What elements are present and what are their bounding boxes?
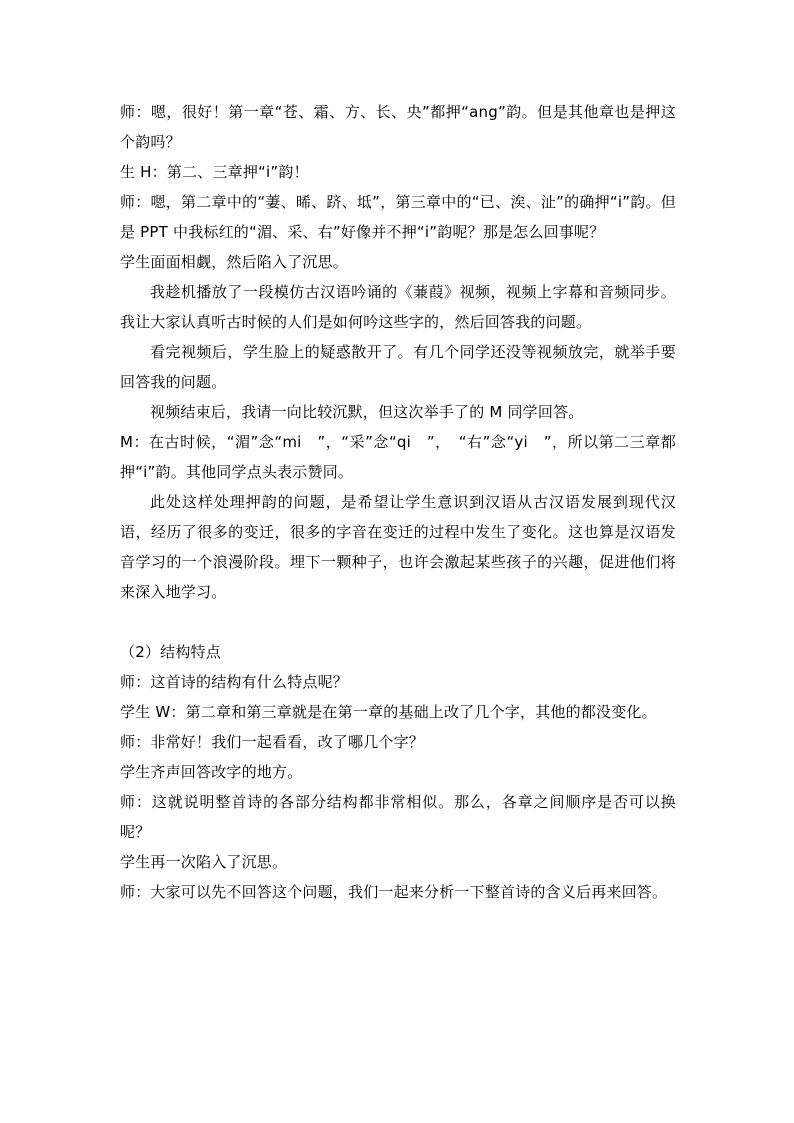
paragraph: 师：嗯，第二章中的“萋、晞、跻、坻”，第三章中的“已、涘、沚”的确押“i”韵。但是 PPT 中我标红的“湄、采、右”好像并不押“i”韵呢？那是怎么回事呢？ bbox=[120, 193, 676, 241]
paragraph: 此处这样处理押韵的问题，是希望让学生意识到汉语从古汉语发展到现代汉语，经历了很多的变迁，很多的字音在变迁的过程中发生了变化。这也算是汉语发音学习的一个浪漫阶段。埋下一颗种子，也许会激起某些孩子的兴趣，促进他们将来深入地学习。 bbox=[120, 493, 676, 601]
document-body bbox=[120, 97, 676, 907]
paragraph: 学生 W：第二章和第三章就是在第一章的基础上改了几个字，其他的都没变化。 bbox=[120, 703, 657, 721]
paragraph: 我趁机播放了一段模仿古汉语吟诵的《蒹葭》视频，视频上字幕和音频同步。我让大家认真听古时候的人们是如何吟这些字的，然后回答我的问题。 bbox=[120, 283, 676, 331]
paragraph: 看完视频后，学生脸上的疑惑散开了。有几个同学还没等视频放完，就举手要回答我的问题。 bbox=[120, 343, 676, 391]
paragraph: 学生齐声回答改字的地方。 bbox=[120, 763, 303, 781]
paragraph: 视频结束后，我请一向比较沉默，但这次举手了的 M 同学回答。 bbox=[150, 403, 584, 421]
paragraph: 学生再一次陷入了沉思。 bbox=[120, 853, 288, 871]
paragraph: 师：嗯，很好！第一章“苍、霜、方、长、央”都押“ang”韵。但是其他章也是押这个韵吗？ bbox=[120, 103, 676, 151]
paragraph: 师：大家可以先不回答这个问题，我们一起来分析一下整首诗的含义后再来回答。 bbox=[120, 883, 668, 901]
paragraph: 师：非常好！我们一起看看，改了哪几个字？ bbox=[120, 733, 425, 751]
paragraph: 师：这首诗的结构有什么特点呢？ bbox=[120, 673, 349, 691]
paragraph: 生 H：第二、三章押“i”韵！ bbox=[120, 163, 309, 181]
paragraph: 学生面面相觑，然后陷入了沉思。 bbox=[120, 253, 349, 271]
blank-line bbox=[120, 607, 676, 637]
paragraph: M：在古时候，“湄”念“mi ”，“采”念“qi ”， “右”念“yi ”，所以第二三章都押“i”韵。其他同学点头表示赞同。 bbox=[120, 433, 676, 481]
section-heading: （2）结构特点 bbox=[120, 643, 221, 661]
paragraph: 师：这就说明整首诗的各部分结构都非常相似。那么，各章之间顺序是否可以换呢？ bbox=[120, 793, 676, 841]
